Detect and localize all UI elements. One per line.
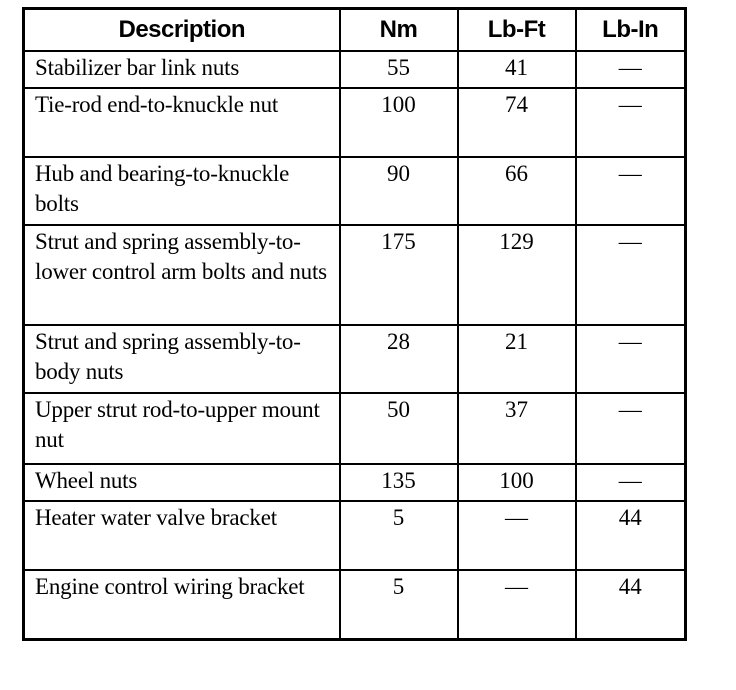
lb-ft-cell: —: [458, 501, 576, 570]
description-cell: Heater water valve bracket: [24, 501, 340, 570]
lb-in-cell: —: [576, 88, 686, 157]
lb-in-cell: —: [576, 157, 686, 225]
lb-in-cell: —: [576, 225, 686, 325]
nm-cell: 175: [340, 225, 458, 325]
header-lb-ft: Lb-Ft: [458, 9, 576, 52]
header-nm: Nm: [340, 9, 458, 52]
lb-in-cell: —: [576, 464, 686, 501]
table-row: [24, 501, 686, 570]
lb-ft-cell: 66: [458, 157, 576, 225]
description-cell: Hub and bearing-to-knuckle bolts: [24, 157, 340, 225]
lb-in-cell: 44: [576, 501, 686, 570]
torque-spec-table: [22, 7, 687, 641]
table-row: [24, 157, 686, 225]
nm-cell: 135: [340, 464, 458, 501]
lb-in-cell: —: [576, 393, 686, 464]
header-lb-in: Lb-In: [576, 9, 686, 52]
lb-ft-cell: —: [458, 570, 576, 639]
table-row: [24, 225, 686, 325]
description-cell: Upper strut rod-to-upper mount nut: [24, 393, 340, 464]
lb-ft-cell: 41: [458, 51, 576, 88]
nm-cell: 90: [340, 157, 458, 225]
nm-cell: 5: [340, 570, 458, 639]
lb-in-cell: 44: [576, 570, 686, 639]
lb-ft-cell: 74: [458, 88, 576, 157]
lb-in-cell: —: [576, 325, 686, 393]
table-row: [24, 51, 686, 88]
table-row: [24, 393, 686, 464]
description-cell: Engine control wiring bracket: [24, 570, 340, 639]
lb-in-cell: —: [576, 51, 686, 88]
nm-cell: 28: [340, 325, 458, 393]
description-cell: Strut and spring assembly-to-body nuts: [24, 325, 340, 393]
nm-cell: 55: [340, 51, 458, 88]
nm-cell: 100: [340, 88, 458, 157]
header-row: [24, 9, 686, 52]
table-row: [24, 464, 686, 501]
nm-cell: 5: [340, 501, 458, 570]
table-row: [24, 88, 686, 157]
table-row: [24, 325, 686, 393]
description-cell: Tie-rod end-to-knuckle nut: [24, 88, 340, 157]
description-cell: Strut and spring assembly-to-lower control arm bolts and nuts: [24, 225, 340, 325]
lb-ft-cell: 37: [458, 393, 576, 464]
description-cell: Wheel nuts: [24, 464, 340, 501]
lb-ft-cell: 100: [458, 464, 576, 501]
header-description: Description: [24, 9, 340, 52]
lb-ft-cell: 129: [458, 225, 576, 325]
description-cell: Stabilizer bar link nuts: [24, 51, 340, 88]
table-row: [24, 570, 686, 639]
nm-cell: 50: [340, 393, 458, 464]
lb-ft-cell: 21: [458, 325, 576, 393]
